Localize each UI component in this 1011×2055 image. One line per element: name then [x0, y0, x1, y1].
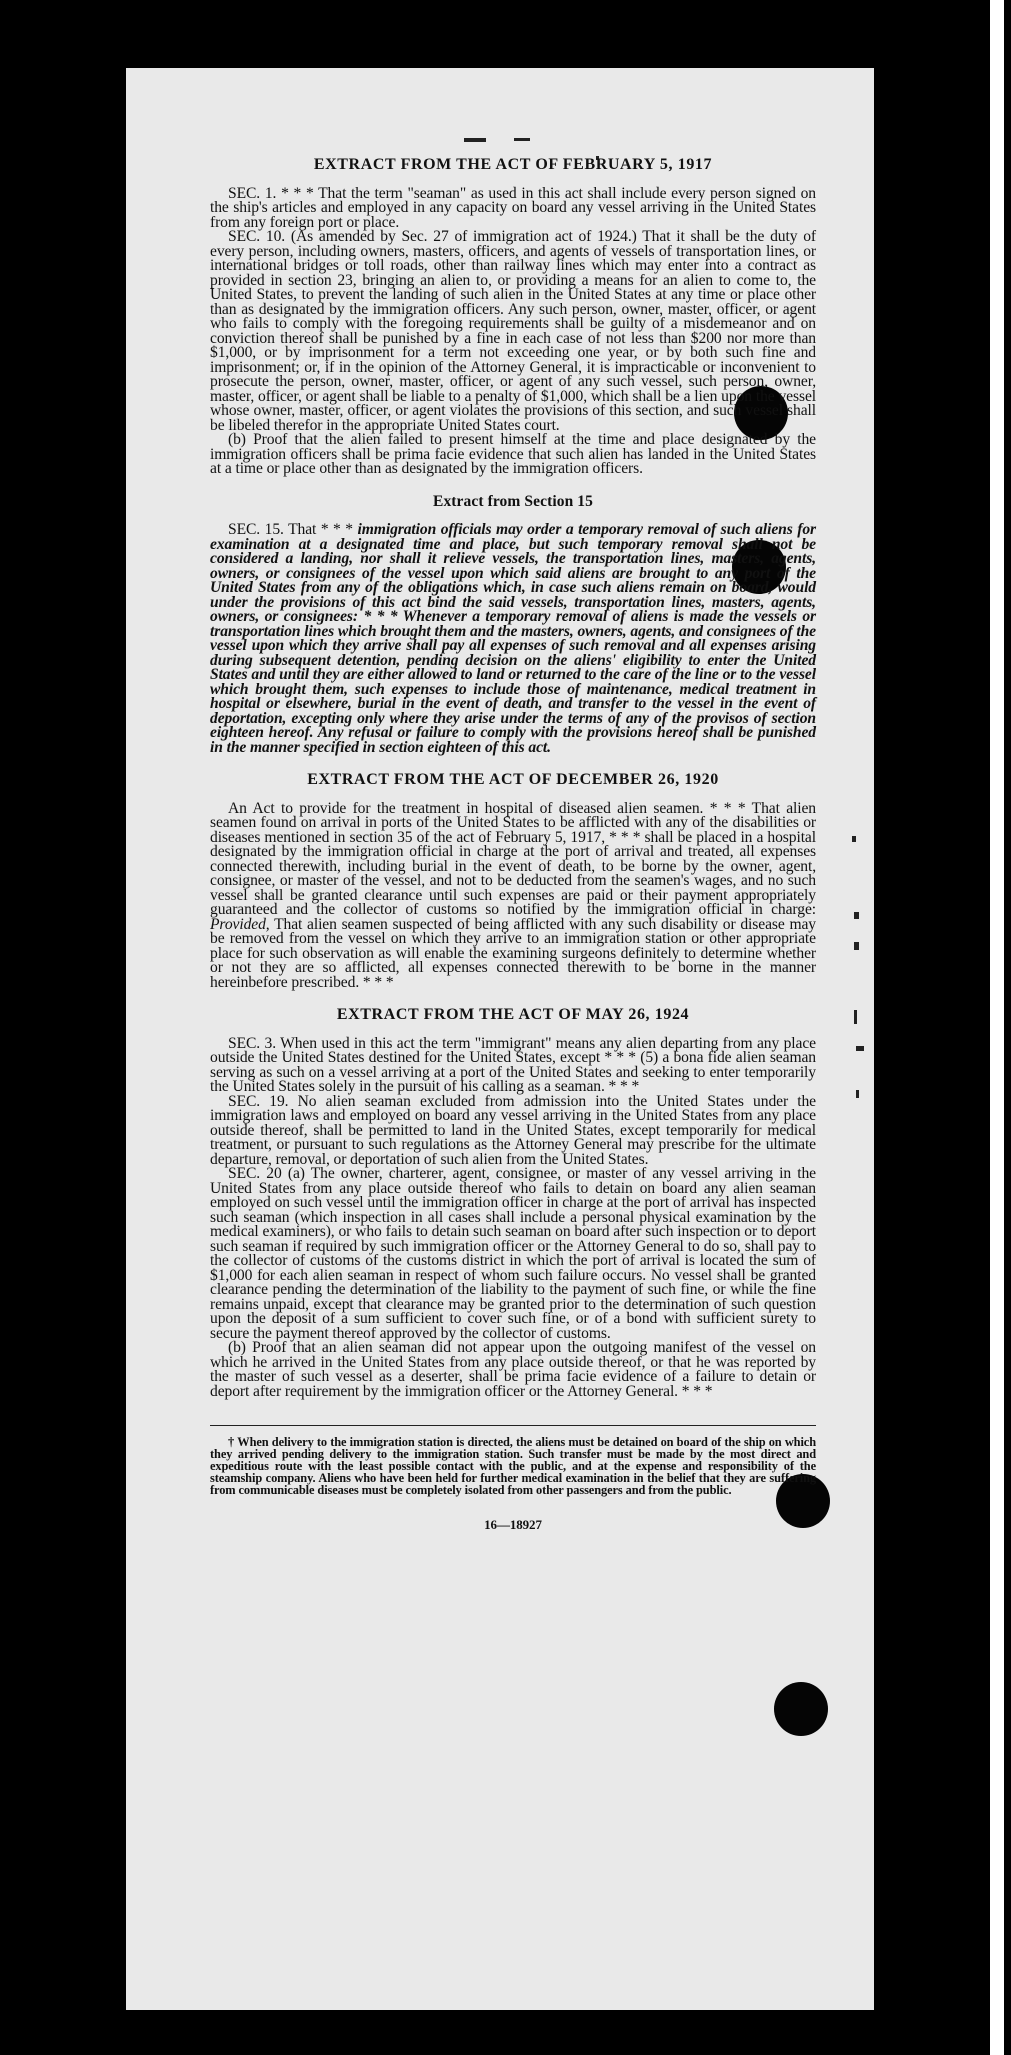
section-10-paragraph: SEC. 10. (As amended by Sec. 27 of immigration act of 1924.) That it shall be the duty of every person, including owners, masters, officers, and agents of vessels of transportation lines, or international bridges or toll roads, other than railway lines which may enter into a contract as provided in section 23, bringing an alien to, or providing a means for an alien to come to, the United States, to prevent the landing of such alien in the United States at any time or place other than as designated by the immigration officers. Any such person, owner, master, officer, or agent who fails to comply with the foregoing requirements shall be guilty of a misdemeanor and on conviction thereof shall be punished by a fine in each case of not less than $200 nor more than $1,000, or by imprisonment for a term not exceeding one year, or by both such fine and imprisonment; or, if in the opinion of the Attorney General, it is impracticable or inconvenient to prosecute the person, owner, master, officer, or agent of any such vessel, such person, owner, master, officer, or agent shall be liable to a penalty of $1,000, which shall be a lien upon the vessel whose owner, master, officer, or agent violates the provisions of this section, and such vessel shall be libeled therefor in the appropriate United States court.	[210, 228, 816, 434]
margin-mark	[856, 1090, 859, 1098]
heading-act-1924: EXTRACT FROM THE ACT OF MAY 26, 1924	[336, 1006, 690, 1023]
act-1920-tail: That alien seamen suspected of being afflicted with any such disability or disease may be removed from the vessel on which they arrive to an immigration station or other appropriate place for such observation as will enable the examining surgeons definitely to determine whether or not they are so afflicted, all expenses connected therewith to be borne in the manner hereinbefore prescribed. * * *	[210, 915, 816, 991]
section-1-paragraph: SEC. 1. * * * That the term "seaman" as used in this act shall include every person signed on the ship's articles and employed in any capacity on board any vessel arriving in the United States from any foreign port or place.	[210, 184, 816, 231]
section-19-paragraph: SEC. 19. No alien seaman excluded from admission into the United States under the immigration laws and employed on board any vessel arriving in the United States from any place outside thereof, shall be permitted to land in the United States, except temporarily for medical treatment, or pursuant to such regulations as the Attorney General may prescribe for the ultimate departure, removal, or deportation of such alien from the United States.	[210, 1092, 816, 1168]
margin-mark	[852, 836, 856, 842]
scan-mark	[514, 138, 530, 141]
section-15-paragraph	[210, 523, 816, 755]
footnote-divider	[210, 1425, 816, 1426]
section-10b-paragraph: (b) Proof that the alien failed to present himself at the time and place designated by the immigration officers shall be prima facie evidence that such alien has landed in the United States at a time or place other than as designated by the immigration officers.	[210, 431, 816, 477]
punch-hole	[774, 1682, 828, 1736]
margin-mark	[856, 1046, 864, 1051]
scan-mark	[464, 138, 486, 142]
margin-mark	[854, 942, 859, 950]
section-20b-paragraph: (b) Proof that an alien seaman did not appear upon the outgoing manifest of the vessel on which he arrived in the United States from any place outside thereof, or that he was reported by the master of such vessel as a deserter, shall be prima facie evidence of a failure to detain or deport after requirement by the immigration officer or the Attorney General. * * *	[210, 1339, 816, 1400]
margin-mark	[854, 1010, 857, 1024]
document-page	[126, 68, 874, 2010]
section-20a-paragraph: SEC. 20 (a) The owner, charterer, agent, consignee, or master of any vessel arriving in the United States from any place outside thereof who fails to detain on board any alien seaman employed on such vessel until the immigration officer in charge at the port of arrival has inspected such seaman (which inspection in all cases shall include a personal physical examination by the medical examiners), or who fails to detain such seaman on board after such inspection or to deport such seaman if required by such immigration officer or the Attorney General to do so, shall pay to the collector of customs of the customs district in which the port of arrival is located the sum of $1,000 for each alien seaman in respect of whom such failure occurs. No vessel shall be granted clearance pending the determination of the liability to the payment of such fine, or while the fine remains unpaid, except that clearance may be granted prior to the determination of such question upon the deposit of a sum sufficient to cover such fine, or of a bond with sufficient surety to secure the payment thereof approved by the collector of customs.	[210, 1165, 816, 1342]
heading-act-1917: EXTRACT FROM THE ACT OF FEBRUARY 5, 1917	[313, 156, 713, 173]
act-1920-lead: An Act to provide for the treatment in hospital of diseased alien seamen. * * * That alien seamen found on arrival in ports of the United States to be afflicted with any of the disabilities or diseases mentioned in section 35 of the act of February 5, 1917, * * * shall be placed in a hospital designated by the immigration official in charge at the port of arrival and treated, all expenses connected therewith, including burial in the event of death, to be borne by the owner, agent, consignee, or master of the vessel, and not to be deducted from the seamen's wages, and no such vessel shall be granted clearance until such expenses are paid or their payment appropriately guaranteed and the collector of customs so notified by the immigration official in charge:	[210, 799, 816, 918]
scan-edge-strip	[990, 0, 1004, 2055]
heading-act-1920: EXTRACT FROM THE ACT OF DECEMBER 26, 1920	[307, 771, 719, 788]
act-1920-paragraph	[210, 799, 816, 991]
section-3-paragraph: SEC. 3. When used in this act the term "immigrant" means any alien departing from any place outside the United States destined for the United States, except * * * (5) a bona fide alien seaman serving as such on a vessel arriving at a port of the United States and seeking to enter temporarily the United States solely in the pursuit of his calling as a seaman. * * *	[210, 1034, 816, 1095]
footnote: † When delivery to the immigration station is directed, the aliens must be detained on board of the ship on which they arrived pending delivery to the immigration station. Such transfer must be made by the most direct and expeditious route with the least possible contact with the public, and at the expense and responsibility of the steamship company. Aliens who have been held for further medical examination in the belief that they are suffering from communicable diseases must be completely isolated from other passengers and from the public.	[210, 1435, 816, 1497]
section-15-italic-text: immigration officials may order a temporary removal of such aliens for examination at a designated time and place, but such temporary removal shall not be considered a landing, nor shall it relieve vessels, the transportation lines, masters, agents, owners, or consignees of the vessel upon which said aliens are brought to any port of the United States from any of the obligations which, in case such aliens remain on board, would under the provisions of this act bind the said vessels, transportation lines, masters, agents, owners, or consignees: * * * Whenever a temporary removal of aliens is made the vessels or transportation lines which brought them and the masters, owners, agents, and consignees of the vessel upon which they arrive shall pay all expenses of such removal and all expenses arising during subsequent detention, pending decision on the aliens' eligibility to enter the United States and until they are either allowed to land or returned to the care of the line or to the vessel which brought them, such expenses to include those of maintenance, medical treatment in hospital or elsewhere, burial in the event of death, and transfer to the vessel in the event of deportation, excepting only where they arise under the terms of any of the provisos of section eighteen hereof. Any refusal or failure to comply with the provisions hereof shall be punished in the manner specified in section eighteen of this act.	[210, 521, 816, 756]
margin-mark	[854, 912, 859, 919]
section-15-lead: SEC. 15. That * * *	[228, 521, 358, 538]
document-content	[210, 158, 816, 1533]
heading-section-15: Extract from Section 15	[433, 492, 593, 510]
provided-italic: Provided,	[210, 915, 270, 933]
page-number: 16—18927	[484, 1517, 542, 1532]
